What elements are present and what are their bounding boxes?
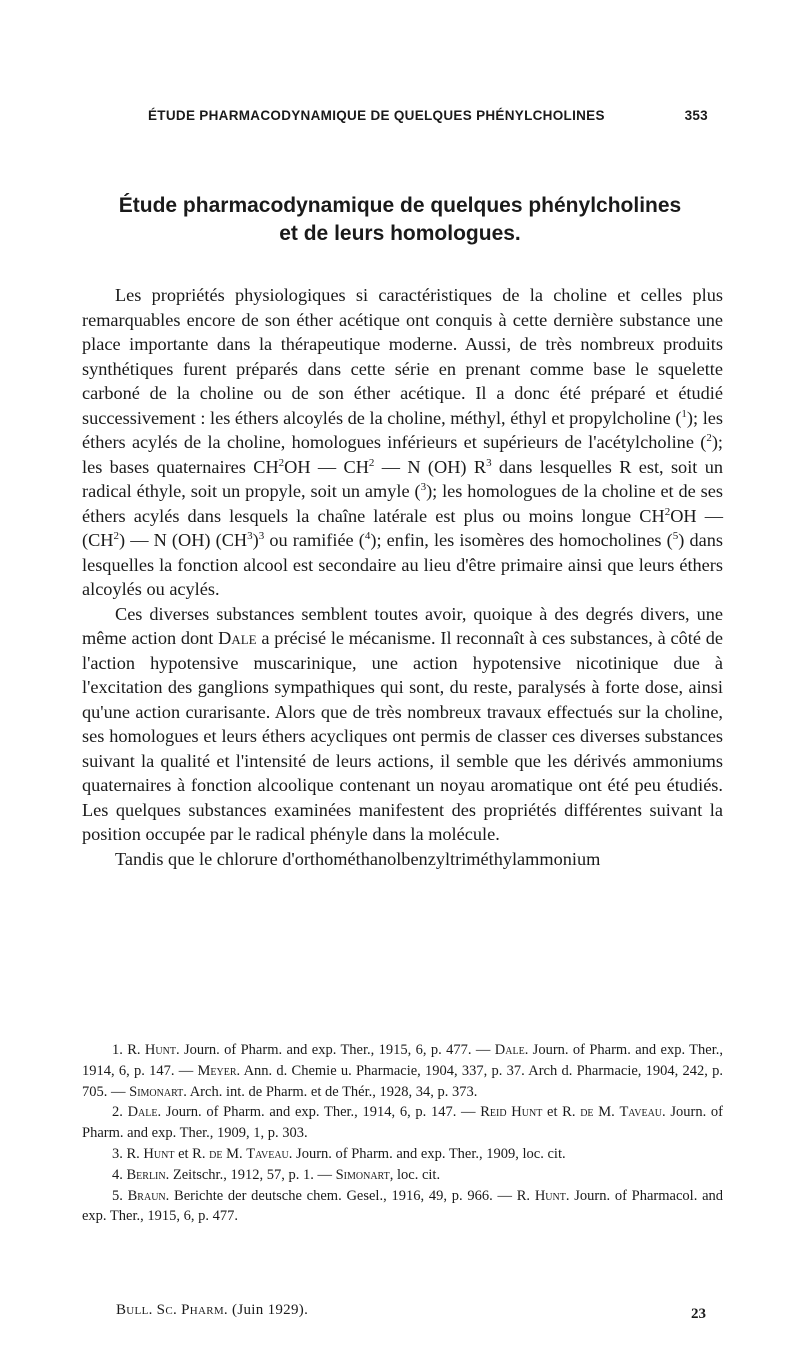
text-run: . Journ. of Pharm. and exp. Ther., 1909, 1, p. 303. bbox=[82, 1104, 723, 1142]
text-run: 1. R. bbox=[112, 1042, 145, 1058]
text-run: ); les bases quaternaires CH bbox=[82, 432, 723, 477]
formula-subscript: 2 bbox=[664, 505, 671, 518]
text-run: ); les éthers acylés de la choline, homologues inférieurs et supérieurs de l'acétylcholine ( bbox=[82, 407, 723, 452]
text-run: M. bbox=[222, 1145, 247, 1162]
author-name: Taveau bbox=[246, 1145, 289, 1162]
author-particle: de bbox=[209, 1145, 223, 1162]
footnote-1 bbox=[82, 1040, 723, 1102]
text-run: 2. bbox=[112, 1104, 128, 1121]
author-name: Berlin bbox=[126, 1166, 166, 1183]
text-run: OH — CH bbox=[284, 456, 369, 477]
text-run: dans lesquelles R est, soit un radical éthyle, soit un propyle, soit un amyle ( bbox=[82, 456, 723, 501]
text-run: . Journ. of Pharm. and exp. Ther., 1909, loc. cit. bbox=[288, 1145, 566, 1162]
author-name: Dale bbox=[494, 1042, 525, 1058]
title-line-2: et de leurs homologues. bbox=[279, 222, 521, 245]
text-run: a précisé le mécanisme. Il reconnaît à ces substances, à côté de l'action hypotensive muscarinique, une action hypotensive nicotinique due à l'excitation des ganglions sympathiques qui sont, du reste, paralysés à forte dose, ainsi qu'une action curarisante. Alors que de très nombreux travaux effectués sur la choline, ses homologues et leurs éthers acycliques ont permis de classer ces diverses substances suivant la qualité et l'intensité de leurs actions, il semble que les dérivés ammoniums quaternaires à fonction alcoolique contenant un noyau aromatique ont été peu étudiés. Les quelques substances examinées manifestent des propriétés différentes suivant la position occupée par le radical phényle dans la molécule. bbox=[82, 628, 723, 844]
author-name: Hunt bbox=[144, 1042, 176, 1058]
formula-subscript: 3 bbox=[486, 456, 492, 469]
text-run: 4. bbox=[112, 1166, 127, 1183]
author-name: Braun bbox=[127, 1187, 166, 1204]
footnote-2 bbox=[82, 1102, 723, 1144]
footnote-3 bbox=[82, 1144, 723, 1165]
text-run: Les propriétés physiologiques si caractéristiques de la choline et celles plus remarquables encore de son éther acétique ont conquis à cette dernière substance une place importante dans la thérapeutique moderne. Aussi, de très nombreux produits synthétiques furent préparés dans cette série en prenant comme base le squelette carboné de la choline ou de son éther acétique. Il a donc été préparé et étudié successivement : les éthers alcoylés de la choline, méthyl, éthyl et propylcholine ( bbox=[82, 285, 723, 428]
author-name: Dale bbox=[218, 628, 257, 648]
text-run: — N (OH) R bbox=[374, 456, 487, 477]
text-run: ); les homologues de la choline et de ses éthers acylés dans lesquels la chaîne latérale est plus ou moins longue CH bbox=[82, 481, 723, 526]
text-run: ) dans lesquelles la fonction alcool est secondaire au lieu d'être primaire ainsi que leurs éthers alcoylés ou acylés. bbox=[82, 530, 724, 599]
footnote-5 bbox=[82, 1186, 723, 1228]
footnote-ref: 4 bbox=[364, 529, 371, 542]
text-run: . Ann. d. Chemie u. Pharmacie, 1904, 337, p. 37. Arch d. Pharmacie, 1904, 242, p. 705. — bbox=[82, 1062, 724, 1100]
bulletin-date: (Juin 1929). bbox=[227, 1302, 309, 1318]
text-run: 5. bbox=[112, 1187, 128, 1204]
text-run: . Zeitschr., 1912, 57, p. 1. — bbox=[165, 1166, 336, 1183]
author-name: Simonart bbox=[129, 1083, 184, 1100]
text-run: . Berichte der deutsche chem. Gesel., 1916, 49, p. 966. — R. bbox=[165, 1187, 535, 1204]
text-run: Ces diverses substances semblent toutes avoir, quoique à des degrés divers, une même action dont bbox=[82, 603, 723, 648]
footnote-ref: 1 bbox=[681, 407, 687, 420]
article-title bbox=[80, 192, 720, 248]
text-run: M. bbox=[593, 1104, 620, 1121]
text-run: et R. bbox=[174, 1145, 210, 1162]
text-run: . Journ. of Pharmacol. and exp. Ther., 1915, 6, p. 477. bbox=[82, 1187, 724, 1225]
article-body bbox=[82, 283, 723, 871]
paragraph-1 bbox=[82, 283, 723, 602]
text-run: 3. R. bbox=[112, 1145, 144, 1162]
footnote-ref: 3 bbox=[420, 480, 427, 493]
formula-subscript: 2 bbox=[368, 456, 375, 469]
author-name: Dale bbox=[127, 1104, 158, 1121]
author-particle: de bbox=[580, 1104, 594, 1121]
formula-subscript: 2 bbox=[113, 529, 119, 542]
author-name: Simonart bbox=[335, 1166, 390, 1183]
text-run: ) bbox=[252, 530, 259, 550]
author-name: Reid Hunt bbox=[480, 1104, 543, 1121]
author-name: Taveau bbox=[619, 1104, 663, 1121]
text-run: OH — (CH bbox=[82, 505, 723, 550]
bulletin-name: Bull. Sc. Pharm. bbox=[116, 1302, 228, 1318]
paragraph-3: Tandis que le chlorure d'orthométhanolbenzyltriméthylammonium bbox=[115, 848, 601, 869]
footnote-4 bbox=[82, 1165, 723, 1186]
running-title: ÉTUDE PHARMACODYNAMIQUE DE QUELQUES PHÉNYLCHOLINES bbox=[148, 108, 605, 123]
formula-subscript: 3 bbox=[247, 529, 253, 542]
text-run: . Journ. of Pharm. and exp. Ther., 1914, 6, p. 147. — bbox=[82, 1042, 724, 1079]
footnote-ref: 5 bbox=[672, 529, 679, 542]
text-run: . Journ. of Pharm. and exp. Ther., 1915, 6, p. 477. — bbox=[175, 1042, 495, 1058]
author-name: Hunt bbox=[534, 1187, 566, 1204]
text-run: ou ramifiée ( bbox=[264, 530, 365, 550]
paragraph-2 bbox=[82, 602, 723, 847]
text-run: , loc. cit. bbox=[389, 1166, 441, 1183]
page-number: 353 bbox=[684, 108, 708, 123]
footnotes bbox=[82, 1040, 723, 1227]
title-line-1: Étude pharmacodynamique de quelques phénylcholines bbox=[118, 194, 682, 217]
text-run: ); enfin, les isomères des homocholines ( bbox=[370, 530, 673, 550]
formula-subscript: 3 bbox=[258, 529, 265, 542]
sheet-number: 23 bbox=[691, 1306, 706, 1322]
bulletin-reference bbox=[116, 1302, 308, 1319]
author-name: Hunt bbox=[143, 1145, 175, 1162]
formula-subscript: 2 bbox=[278, 456, 285, 469]
text-run: . Journ. of Pharm. and exp. Ther., 1914, 6, p. 147. — bbox=[157, 1104, 481, 1121]
author-name: Meyer bbox=[197, 1062, 237, 1079]
footnote-ref: 2 bbox=[706, 431, 712, 444]
text-run: . Arch. int. de Pharm. et de Thér., 1928, 34, p. 373. bbox=[183, 1083, 478, 1100]
text-run: et R. bbox=[542, 1104, 581, 1121]
text-run: ) — N (OH) (CH bbox=[118, 530, 248, 550]
